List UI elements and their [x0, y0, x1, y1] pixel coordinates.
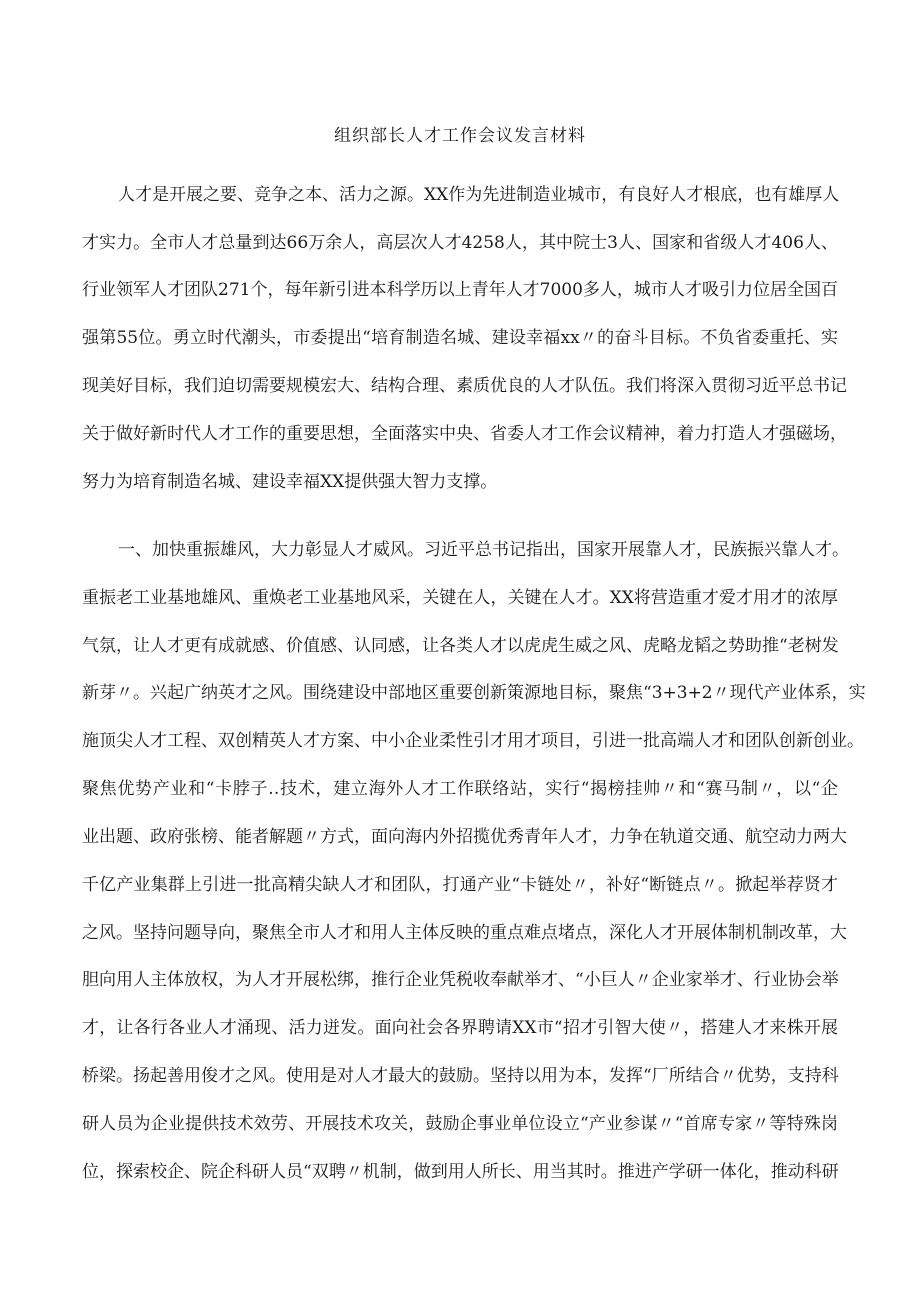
paragraph-1-line-4: 强第55位。勇立时代潮头，市委提出“培育制造名城、建设幸福xx〃的奋斗目标。不负省委重托、实: [82, 328, 838, 348]
paragraph-2-line-8: 千亿产业集群上引进一批高精尖缺人才和团队，打通产业“卡链处〃，补好“断链点〃。掀起举荐贤才: [82, 875, 838, 895]
paragraph-2-line-6: 聚焦优势产业和“卡脖子‥技术，建立海外人才工作联络站，实行“揭榜挂帅〃和“赛马制〃，以“企: [82, 779, 838, 799]
paragraph-2-line-10: 胆向用人主体放权，为人才开展松绑，推行企业凭税收奉献举才、“小巨人〃企业家举才、行业协会举: [82, 970, 839, 990]
paragraph-1-line-5: 现美好目标，我们迫切需要规模宏大、结构合理、素质优良的人才队伍。我们将深入贯彻习近平总书记: [82, 376, 847, 396]
paragraph-2-line-2: 重振老工业基地雄风、重焕老工业基地风采，关键在人，关键在人才。XX将营造重才爱才用才的浓厚: [82, 588, 838, 608]
paragraph-2-line-3: 气氛，让人才更有成就感、价值感、认同感，让各类人才以虎虎生威之风、虎略龙韬之势助推“老树发: [82, 636, 839, 656]
paragraph-1-line-3: 行业领军人才团队271个，每年新引进本科学历以上青年人才7000多人，城市人才吸引力位居全国百: [82, 280, 838, 300]
paragraph-2-line-5: 施顶尖人才工程、双创精英人才方案、中小企业柔性引才用才项目，引进一批高端人才和团队创新创业。: [82, 731, 864, 751]
paragraph-2-line-14: 位，探索校企、院企科研人员“双聘〃机制，做到用人所长、用当其时。推进产学研一体化，推动科研: [82, 1162, 839, 1182]
paragraph-1-line-2: 才实力。全市人才总量到达66万余人，高层次人才4258人，其中院士3人、国家和省级人才406人、: [82, 233, 838, 253]
paragraph-2-line-11: 才，让各行各业人才涌现、活力迸发。面向社会各界聘请XX市“招才引智大使〃，搭建人才来株开展: [82, 1018, 838, 1038]
paragraph-2-line-12: 桥梁。扬起善用俊才之风。使用是对人才最大的鼓励。坚持以用为本，发挥“厂所结合〃优势，支持科: [82, 1066, 839, 1086]
paragraph-2-line-9: 之风。坚持问题导向，聚焦全市人才和用人主体反映的重点难点堵点，深化人才开展体制机制改革，大: [82, 923, 847, 943]
paragraph-1-line-1: 人才是开展之要、竞争之本、活力之源。XX作为先进制造业城市，有良好人才根底，也有雄厚人: [118, 185, 840, 205]
paragraph-1-line-7: 努力为培育制造名城、建设幸福XX提供强大智力支撑。: [82, 472, 498, 492]
paragraph-2-line-4: 新芽〃。兴起广纳英才之风。围绕建设中部地区重要创新策源地目标，聚焦“3+3+2〃现代产业体系，实: [82, 683, 866, 703]
paragraph-2-line-1: 一、加快重振雄风，大力彰显人才威风。习近平总书记指出，国家开展靠人才，民族振兴靠人才。: [118, 540, 849, 560]
paragraph-1-line-6: 关于做好新时代人才工作的重要思想，全面落实中央、省委人才工作会议精神，着力打造人才强磁场，: [82, 424, 847, 444]
paragraph-2-line-7: 业出题、政府张榜、能者解题〃方式，面向海内外招揽优秀青年人才，力争在轨道交通、航空动力两大: [82, 827, 847, 847]
document-title: 组织部长人才工作会议发言材料: [334, 126, 586, 146]
paragraph-2-line-13: 研人员为企业提供技术效劳、开展技术攻关，鼓励企事业单位设立“产业参谋〃“首席专家〃等特殊岗: [82, 1114, 838, 1134]
